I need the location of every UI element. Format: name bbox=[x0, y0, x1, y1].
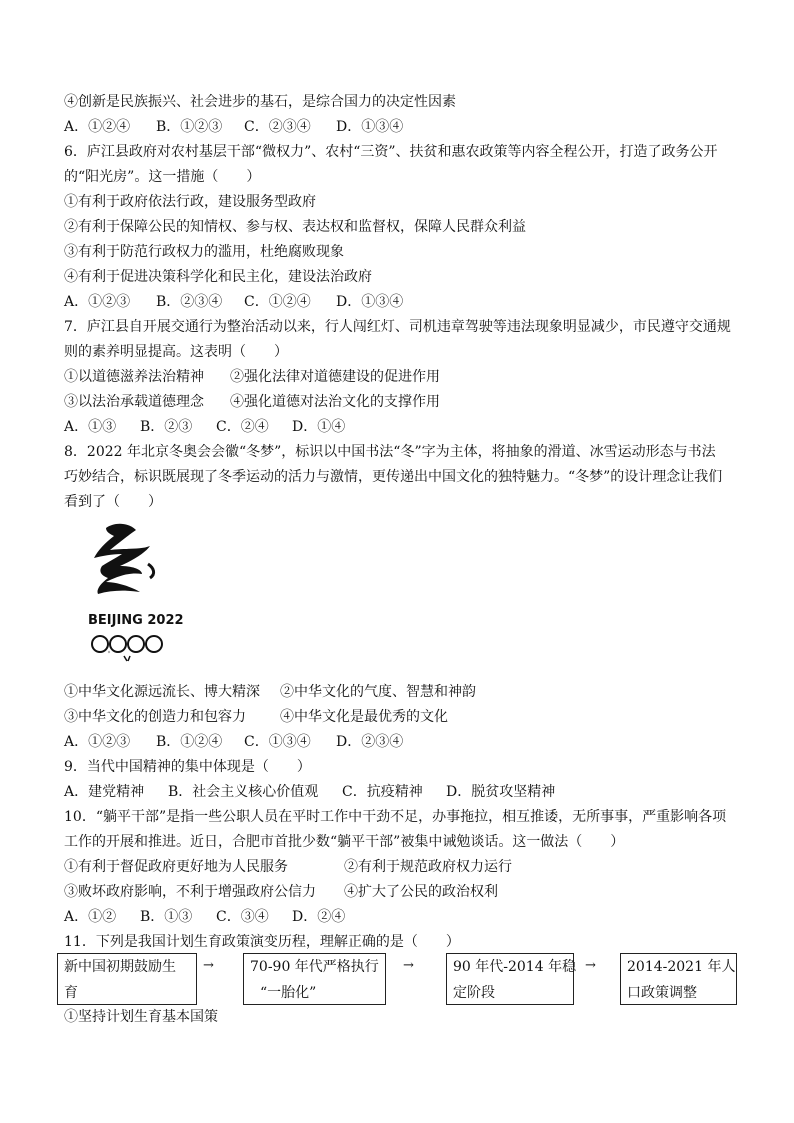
question-7-stem-cont: 则的素养明显提高。这表明（ ） bbox=[64, 344, 288, 360]
flow-box-2-line2: “一胎化” bbox=[260, 985, 317, 1001]
option-d: D．脱贫攻坚精神 bbox=[446, 784, 556, 800]
flow-box-1 bbox=[57, 953, 197, 1005]
option-c: C．③④ bbox=[216, 909, 269, 925]
flow-box-3-line1: 90 年代-2014 年稳 bbox=[453, 959, 577, 975]
option-b: B．①②④ bbox=[156, 734, 223, 750]
option-b: B．①③ bbox=[140, 909, 193, 925]
option-a: A．建党精神 bbox=[64, 784, 145, 800]
statement-2: ②有利于规范政府权力运行 bbox=[344, 859, 512, 875]
option-text: ④创新是民族振兴、社会进步的基石，是综合国力的决定性因素 bbox=[64, 94, 456, 110]
question-8-stem-cont: 巧妙结合，标识既展现了冬季运动的活力与激情，更传递出中国文化的独特魅力。“冬梦”的设计理念让我们 bbox=[64, 469, 723, 485]
question-11-stem: 11．下列是我国计划生育政策演变历程，理解正确的是（ ） bbox=[64, 934, 460, 950]
winter-olympics-emblem bbox=[84, 520, 184, 665]
arrow-right-icon: → bbox=[403, 958, 414, 973]
option-b: B．②③ bbox=[140, 419, 193, 435]
option-c: C．②④ bbox=[216, 419, 269, 435]
option-a: A．①③ bbox=[64, 419, 117, 435]
option-c: C．②③④ bbox=[244, 119, 311, 135]
statement-2: ②中华文化的气度、智慧和神韵 bbox=[280, 684, 476, 700]
arrow-right-icon: → bbox=[203, 958, 214, 973]
option-b: B．社会主义核心价值观 bbox=[168, 784, 319, 800]
olympic-rings-icon bbox=[92, 636, 162, 661]
question-10-stem-cont: 工作的开展和推进。近日，合肥市首批少数“躺平干部”被集中诫勉谈话。这一做法（ ） bbox=[64, 834, 625, 850]
statement-3: ③以法治承载道德理念 bbox=[64, 394, 204, 410]
statement-1: ①以道德滋养法治精神 bbox=[64, 369, 204, 385]
statement-4: ④有利于促进决策科学化和民主化，建设法治政府 bbox=[64, 269, 372, 285]
flow-box-4 bbox=[620, 953, 737, 1005]
option-d: D．②③④ bbox=[336, 734, 404, 750]
option-c: C．①②④ bbox=[244, 294, 311, 310]
statement-4: ④中华文化是最优秀的文化 bbox=[280, 709, 448, 725]
flow-box-2-line1: 70-90 年代严格执行 bbox=[250, 959, 379, 975]
question-8-stem-cont: 看到了（ ） bbox=[64, 494, 162, 510]
statement-3: ③有利于防范行政权力的滥用，杜绝腐败现象 bbox=[64, 244, 344, 260]
statement-1: ①坚持计划生育基本国策 bbox=[64, 1009, 218, 1025]
option-d: D．①③④ bbox=[336, 119, 404, 135]
option-d: D．①④ bbox=[292, 419, 346, 435]
statement-2: ②强化法律对道德建设的促进作用 bbox=[230, 369, 440, 385]
flow-box-4-line2: 口政策调整 bbox=[627, 985, 697, 1001]
statement-4: ④扩大了公民的政治权利 bbox=[344, 884, 498, 900]
statement-1: ①有利于督促政府更好地为人民服务 bbox=[64, 859, 288, 875]
question-6-stem: 6．庐江县政府对农村基层干部“微权力”、农村“三资”、扶贫和惠农政策等内容全程公开，打造了政务公开 bbox=[64, 144, 718, 160]
option-c: C．抗疫精神 bbox=[342, 784, 423, 800]
option-a: A．①②③ bbox=[64, 734, 131, 750]
flow-box-2 bbox=[243, 953, 386, 1005]
question-7-stem: 7．庐江县自开展交通行为整治活动以来，行人闯红灯、司机违章驾驶等违法现象明显减少，市民遵守交通规 bbox=[64, 319, 731, 335]
option-b: B．②③④ bbox=[156, 294, 223, 310]
statement-3: ③中华文化的创造力和包容力 bbox=[64, 709, 246, 725]
option-c: C．①③④ bbox=[244, 734, 311, 750]
question-10-stem: 10．“躺平干部”是指一些公职人员在平时工作中干劲不足，办事拖拉，相互推诿，无所事事，严重影响各项 bbox=[64, 809, 727, 825]
arrow-right-icon: → bbox=[585, 958, 596, 973]
emblem-text: BEIJING 2022 bbox=[88, 613, 184, 628]
statement-3: ③败坏政府影响，不利于增强政府公信力 bbox=[64, 884, 316, 900]
dong-calligraphy-icon bbox=[94, 524, 154, 594]
option-d: D．②④ bbox=[292, 909, 346, 925]
option-a: A．①② bbox=[64, 909, 117, 925]
flow-box-4-line1: 2014-2021 年人 bbox=[627, 959, 736, 975]
question-9-stem: 9．当代中国精神的集中体现是（ ） bbox=[64, 759, 311, 775]
statement-1: ①有利于政府依法行政，建设服务型政府 bbox=[64, 194, 316, 210]
option-a: A．①②④ bbox=[64, 119, 131, 135]
flow-box-1-line1: 新中国初期鼓励生 bbox=[64, 959, 176, 975]
question-8-stem: 8．2022 年北京冬奥会会徽“冬梦”，标识以中国书法“冬”字为主体，将抽象的滑道、冰雪运动形态与书法 bbox=[64, 444, 716, 460]
option-b: B．①②③ bbox=[156, 119, 223, 135]
option-a: A．①②③ bbox=[64, 294, 131, 310]
question-6-stem-cont: 的“阳光房”。这一措施（ ） bbox=[64, 169, 261, 185]
statement-4: ④强化道德对法治文化的支撑作用 bbox=[230, 394, 440, 410]
flow-box-1-line2: 育 bbox=[64, 985, 78, 1001]
statement-1: ①中华文化源远流长、博大精深 bbox=[64, 684, 260, 700]
flow-box-3 bbox=[446, 953, 577, 1005]
flow-box-3-line2: 定阶段 bbox=[453, 985, 495, 1001]
statement-2: ②有利于保障公民的知情权、参与权、表达权和监督权，保障人民群众利益 bbox=[64, 219, 526, 235]
option-d: D．①③④ bbox=[336, 294, 404, 310]
